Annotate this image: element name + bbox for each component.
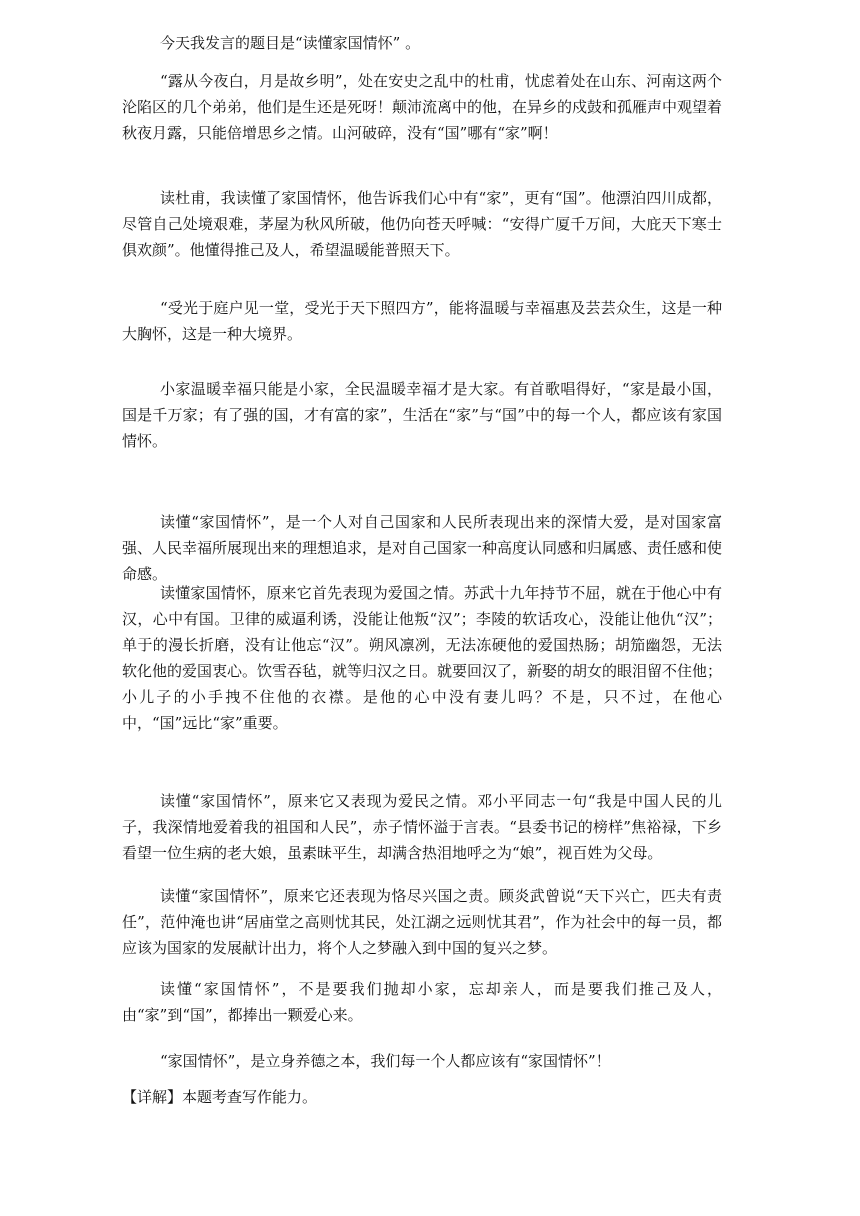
paragraph-7: 读懂家国情怀，原来它首先表现为爱国之情。苏武十九年持节不屈，就在于他心中有汉，心中有国。卫律的威逼利诱，没能让他叛“汉”；李陵的软话攻心，没能让他仇“汉”；单于的漫长折磨，没有让他忘“汉”。朔风凛冽，无法冻硬他的爱国热肠；胡笳幽怨，无法软化他的爱国衷心。饮雪吞毡，就等归汉之日。就要回汉了，新娶的胡女的眼泪留不住他；小儿子的小手拽不住他的衣襟。是他的心中没有妻儿吗？不是，只不过，在他心中，“国”远比“家”重要。 xyxy=(122,584,723,732)
paragraph-6: 读懂“家国情怀”，是一个人对自己国家和人民所表现出来的深情大爱，是对国家富强、人民幸福所展现出来的理想追求，是对自己国家一种高度认同感和归属感、责任感和使命感。 xyxy=(122,513,723,583)
paragraph-9: 读懂“家国情怀”，原来它还表现为恪尽兴国之责。顾炎武曾说“天下兴亡，匹夫有责任”，范仲淹也讲“居庙堂之高则忧其民，处江湖之远则忧其君”，作为社会中的每一员，都应该为国家的发展献计出力，将个人之梦融入到中国的复兴之梦。 xyxy=(122,887,722,957)
paragraph-3: 读杜甫，我读懂了家国情怀，他告诉我们心中有“家”，更有“国”。他漂泊四川成都，尽管自己处境艰难，茅屋为秋风所破，他仍向苍天呼喊：“安得广厦千万间，大庇天下寒士俱欢颜”。他懂得推己及人，希望温暖能普照天下。 xyxy=(122,189,722,259)
paragraph-5: 小家温暖幸福只能是小家，全民温暖幸福才是大家。有首歌唱得好，“家是最小国，国是千万家；有了强的国，才有富的家”，生活在“家”与“国”中的每一个人，都应该有家国情怀。 xyxy=(122,380,722,450)
paragraph-4: “受光于庭户见一堂，受光于天下照四方”，能将温暖与幸福惠及芸芸众生，这是一种大胸怀，这是一种大境界。 xyxy=(122,299,722,343)
detail-explanation: 【详解】本题考查写作能力。 xyxy=(122,1088,318,1106)
paragraph-8: 读懂“家国情怀”，原来它又表现为爱民之情。邓小平同志一句“我是中国人民的儿子，我深情地爱着我的祖国和人民”，赤子情怀溢于言表。“县委书记的榜样”焦裕禄，下乡看望一位生病的老大娘，虽素昧平生，却满含热泪地呼之为“娘”，视百姓为父母。 xyxy=(122,792,722,862)
paragraph-1: 今天我发言的题目是“读懂家国情怀” 。 xyxy=(160,34,421,52)
document-page xyxy=(122,0,722,1216)
paragraph-10: 读懂“家国情怀”，不是要我们抛却小家，忘却亲人，而是要我们推己及人，由“家”到“国”，都捧出一颗爱心来。 xyxy=(122,980,722,1024)
paragraph-11: “家国情怀”，是立身养德之本，我们每一个人都应该有“家国情怀”！ xyxy=(160,1052,611,1070)
paragraph-2: “露从今夜白，月是故乡明”，处在安史之乱中的杜甫，忧虑着处在山东、河南这两个沦陷区的几个弟弟，他们是生还是死呀！颠沛流离中的他，在异乡的戍鼓和孤雁声中观望着秋夜月露，只能倍增思乡之情。山河破碎，没有“国”哪有“家”啊！ xyxy=(122,72,723,142)
